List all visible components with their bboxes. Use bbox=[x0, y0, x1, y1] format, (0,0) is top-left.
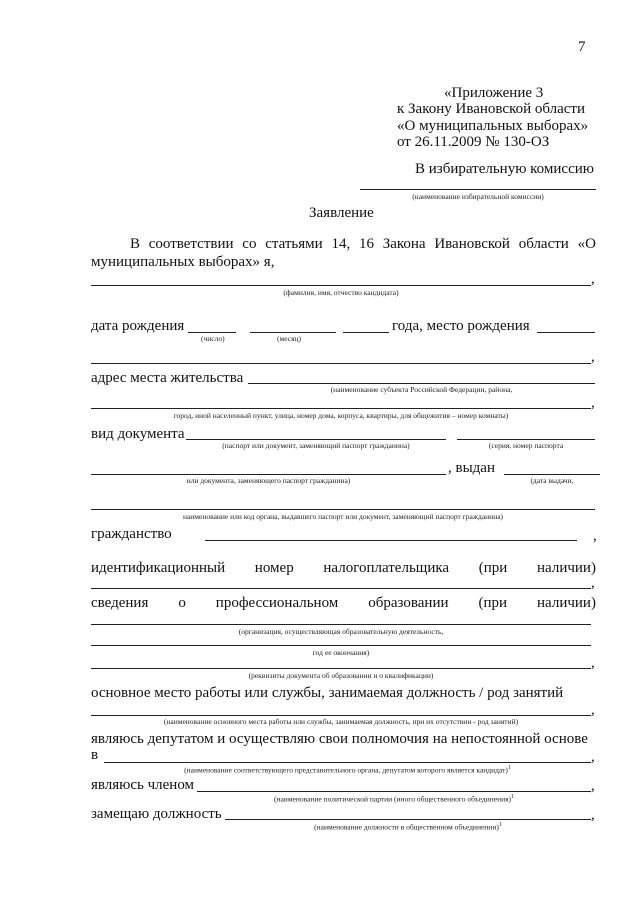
address-field[interactable] bbox=[248, 383, 595, 384]
birth-year-field[interactable] bbox=[343, 332, 389, 333]
intro-line-1 bbox=[130, 235, 596, 253]
party-hint bbox=[197, 793, 591, 804]
inn-word: идентификационный bbox=[91, 560, 226, 576]
deputy-hint bbox=[104, 764, 591, 775]
comma: , bbox=[591, 395, 595, 411]
comma: , bbox=[591, 702, 595, 718]
deputy-body-field[interactable] bbox=[104, 762, 591, 763]
birth-month-hint: (месяц) bbox=[277, 334, 302, 343]
intro-line-2: муниципальных выборах» я, bbox=[91, 254, 275, 270]
document-series-field-2[interactable] bbox=[91, 474, 446, 475]
appendix-line-4: от 26.11.2009 № 130-ОЗ bbox=[397, 134, 550, 150]
fio-hint: (фамилия, имя, отчество кандидата) bbox=[283, 288, 399, 297]
issuer-hint: наименование или код органа, выдавшего паспорт или документ, заменяющий паспорт гражданина) bbox=[182, 512, 504, 521]
address-hint-1: (наименование субъекта Российской Федерации, района, bbox=[330, 385, 513, 394]
intro-word: Закона bbox=[382, 236, 426, 252]
education-label bbox=[91, 594, 596, 612]
appendix-line-3: «О муниципальных выборах» bbox=[397, 118, 589, 134]
inn-word: (при bbox=[478, 560, 508, 576]
issue-date-hint: (дата выдачи, bbox=[530, 476, 574, 485]
comma: , bbox=[591, 778, 595, 794]
commission-hint: (наименование избирательной комиссии) bbox=[412, 192, 544, 201]
document-series-field[interactable] bbox=[457, 439, 595, 440]
intro-word: статьями bbox=[265, 236, 323, 252]
intro-word: соответствии bbox=[148, 236, 234, 252]
inn-word: наличии) bbox=[537, 560, 596, 576]
comma: , bbox=[591, 349, 595, 365]
education-word: о bbox=[178, 595, 186, 611]
position-label: замещаю должность bbox=[91, 806, 222, 822]
footnote-mark: 1 bbox=[498, 822, 502, 828]
birth-place-field[interactable] bbox=[537, 332, 595, 333]
party-label: являюсь членом bbox=[91, 777, 195, 793]
work-label: основное место работы или службы, занимаемая должность / род занятий bbox=[91, 685, 564, 701]
education-document-field[interactable] bbox=[91, 668, 591, 669]
citizenship-label: гражданство bbox=[91, 526, 172, 542]
intro-word: В bbox=[130, 236, 141, 252]
inn-word: номер bbox=[254, 560, 294, 576]
education-hint-2: год ее окончания) bbox=[312, 648, 370, 657]
education-word: образовании bbox=[368, 595, 449, 611]
comma: , bbox=[591, 575, 595, 591]
position-hint bbox=[225, 821, 591, 832]
document-series-hint: (серия, номер паспорта bbox=[488, 441, 564, 450]
education-word: сведения bbox=[91, 595, 149, 611]
page-number: 7 bbox=[578, 39, 586, 55]
issue-date-field[interactable] bbox=[504, 474, 600, 475]
address-label: адрес места жительства bbox=[91, 370, 244, 386]
inn-field[interactable] bbox=[91, 588, 591, 589]
deputy-prefix: в bbox=[91, 747, 99, 763]
birth-day-field[interactable] bbox=[188, 332, 236, 333]
education-year-field[interactable] bbox=[91, 645, 591, 646]
appendix-line-1: «Приложение 3 bbox=[444, 85, 544, 101]
document-type-label: вид документа bbox=[91, 426, 185, 442]
birth-month-field[interactable] bbox=[250, 332, 336, 333]
party-hint-text: (наименование политической партии (иного общественного объединения) bbox=[273, 794, 512, 804]
issuer-field[interactable] bbox=[91, 509, 595, 510]
comma: , bbox=[593, 528, 597, 544]
citizenship-field[interactable] bbox=[205, 540, 577, 541]
intro-word: «О bbox=[577, 236, 596, 252]
party-field[interactable] bbox=[197, 791, 591, 792]
birth-date-label: дата рождения bbox=[91, 318, 185, 334]
intro-word: 16 bbox=[358, 236, 374, 252]
issued-label: , выдан bbox=[448, 460, 495, 476]
intro-word: Ивановской bbox=[434, 236, 510, 252]
work-hint: (наименование основного места работы или службы, занимаемая должность, при их отсутствии - род занятий) bbox=[163, 717, 519, 726]
document-series-hint-2: или документа, заменяющего паспорт гражданина) bbox=[186, 476, 351, 485]
deputy-label: являюсь депутатом и осуществляю свои полномочия на непостоянной основе bbox=[91, 731, 588, 747]
position-field[interactable] bbox=[225, 819, 591, 820]
address-field-2[interactable] bbox=[91, 408, 591, 409]
work-field[interactable] bbox=[91, 715, 591, 716]
comma: , bbox=[591, 807, 595, 823]
document-type-field[interactable] bbox=[186, 439, 446, 440]
position-hint-text: (наименование должности в общественном объединении) bbox=[314, 822, 499, 832]
intro-word: со bbox=[242, 236, 257, 252]
footnote-mark: 1 bbox=[511, 794, 515, 800]
comma: , bbox=[591, 749, 595, 765]
education-hint-1: (организация, осуществляющая образовательную деятельность, bbox=[238, 627, 444, 636]
deputy-hint-text: (наименование соответствующего представительного органа, депутатом которого является кандидат) bbox=[184, 765, 508, 775]
education-word: (при bbox=[478, 595, 508, 611]
inn-word: налогоплательщика bbox=[323, 560, 450, 576]
education-word: профессиональном bbox=[215, 595, 339, 611]
fio-field[interactable] bbox=[91, 285, 591, 286]
intro-word: 14, bbox=[331, 236, 351, 252]
appendix-line-2: к Закону Ивановской области bbox=[397, 101, 586, 117]
comma: , bbox=[591, 271, 595, 287]
comma: , bbox=[591, 655, 595, 671]
intro-word: области bbox=[518, 236, 569, 252]
birth-place-label: года, место рождения bbox=[392, 318, 530, 334]
education-org-field[interactable] bbox=[91, 624, 591, 625]
commission-field[interactable] bbox=[360, 189, 596, 190]
birth-place-field-2[interactable] bbox=[91, 363, 591, 364]
document-title: Заявление bbox=[309, 205, 374, 221]
education-hint-3: (реквизиты документа об образовании и о квалификации) bbox=[248, 671, 434, 680]
document-type-hint: (паспорт или документ, заменяющий паспорт гражданина) bbox=[222, 441, 410, 450]
address-hint-2: город, иной населенный пункт, улица, номер дома, корпуса, квартиры, для общежития – номер комнаты) bbox=[173, 411, 509, 420]
birth-day-hint: (число) bbox=[201, 334, 225, 343]
addressee-text: В избирательную комиссию bbox=[415, 161, 594, 177]
education-word: наличии) bbox=[537, 595, 596, 611]
footnote-mark: 1 bbox=[507, 765, 511, 771]
inn-label bbox=[91, 559, 596, 577]
